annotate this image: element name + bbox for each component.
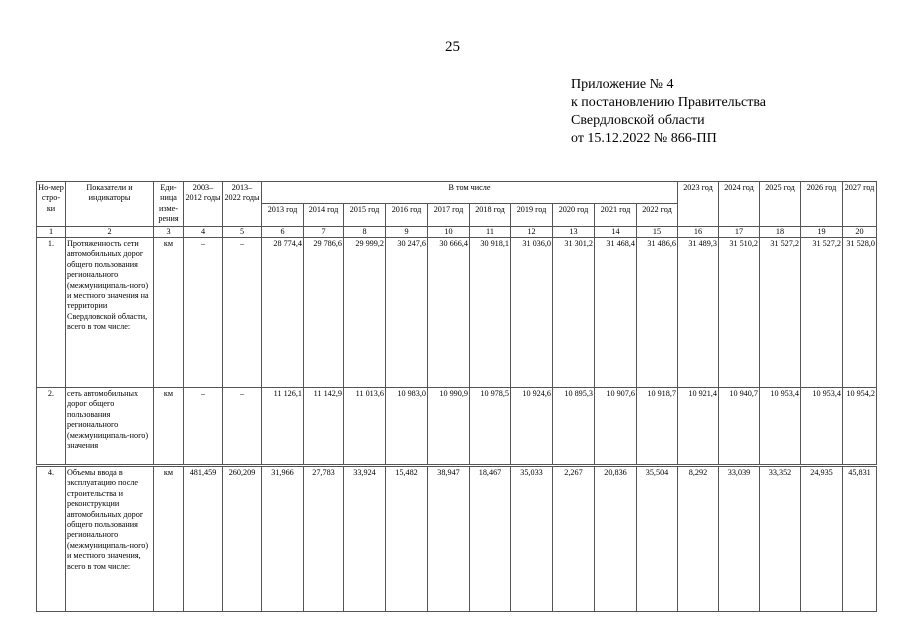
header-year: 2020 год [553, 204, 595, 226]
row-number: 2. [37, 388, 66, 466]
row-value: 10 907,6 [595, 388, 637, 466]
row-value: 10 918,7 [637, 388, 678, 466]
header-row-no: Но-мер стро-ки [37, 182, 66, 227]
row-period-2013-2022: – [223, 238, 262, 388]
row-value: 31 468,4 [595, 238, 637, 388]
column-number: 7 [304, 226, 344, 237]
row-value: 11 013,6 [344, 388, 386, 466]
row-period-2013-2022: 260,209 [223, 466, 262, 612]
column-number: 4 [184, 226, 223, 237]
row-value: 10 953,4 [760, 388, 801, 466]
column-number: 9 [386, 226, 428, 237]
row-value: 29 786,6 [304, 238, 344, 388]
row-value: 24,935 [801, 466, 843, 612]
header-year: 2023 год [678, 182, 719, 227]
header-year: 2018 год [470, 204, 511, 226]
column-number: 12 [511, 226, 553, 237]
row-value: 10 978,5 [470, 388, 511, 466]
header-year: 2019 год [511, 204, 553, 226]
row-value: 31,966 [262, 466, 304, 612]
row-value: 11 142,9 [304, 388, 344, 466]
row-value: 11 126,1 [262, 388, 304, 466]
row-value: 31 486,6 [637, 238, 678, 388]
header-year: 2013 год [262, 204, 304, 226]
indicators-table [36, 181, 877, 612]
column-number: 8 [344, 226, 386, 237]
row-value: 31 527,2 [801, 238, 843, 388]
row-value: 31 527,2 [760, 238, 801, 388]
page-number: 25 [445, 39, 460, 55]
header-year: 2017 год [428, 204, 470, 226]
row-value: 2,267 [553, 466, 595, 612]
appendix-line: к постановлению Правительства [571, 95, 767, 110]
row-unit: км [154, 388, 184, 466]
header-2003-2012: 2003–2012 годы [184, 182, 223, 227]
row-value: 10 983,0 [386, 388, 428, 466]
row-unit: км [154, 238, 184, 388]
header-year: 2024 год [719, 182, 760, 227]
column-number: 18 [760, 226, 801, 237]
header-2013-2022: 2013–2022 годы [223, 182, 262, 227]
row-value: 35,504 [637, 466, 678, 612]
row-indicator: Протяженность сети автомобильных дорог общего пользования регионального (межмуниципаль-ного) и местного значения на территории Свердловской области, всего в том числе: [66, 238, 154, 388]
column-number: 10 [428, 226, 470, 237]
column-number: 2 [66, 226, 154, 237]
header-year: 2015 год [344, 204, 386, 226]
row-value: 30 666,4 [428, 238, 470, 388]
row-value: 31 301,2 [553, 238, 595, 388]
table-row [37, 466, 877, 612]
header-indicators: Показатели и индикаторы [66, 182, 154, 227]
row-value: 31 528,0 [843, 238, 877, 388]
column-number: 6 [262, 226, 304, 237]
header-year: 2025 год [760, 182, 801, 227]
column-number: 3 [154, 226, 184, 237]
row-value: 29 999,2 [344, 238, 386, 388]
header-in-that: В том числе [262, 182, 678, 204]
row-value: 10 895,3 [553, 388, 595, 466]
table-row [37, 238, 877, 388]
row-value: 31 510,2 [719, 238, 760, 388]
row-number: 1. [37, 238, 66, 388]
row-value: 10 924,6 [511, 388, 553, 466]
row-value: 10 921,4 [678, 388, 719, 466]
row-unit: км [154, 466, 184, 612]
row-value: 30 247,6 [386, 238, 428, 388]
row-value: 15,482 [386, 466, 428, 612]
appendix-line: Свердловской области [571, 113, 705, 128]
column-number: 17 [719, 226, 760, 237]
row-value: 18,467 [470, 466, 511, 612]
header-year: 2026 год [801, 182, 843, 227]
column-number: 13 [553, 226, 595, 237]
row-value: 20,836 [595, 466, 637, 612]
row-value: 10 953,4 [801, 388, 843, 466]
column-number: 11 [470, 226, 511, 237]
column-number: 20 [843, 226, 877, 237]
column-number: 5 [223, 226, 262, 237]
column-number: 19 [801, 226, 843, 237]
row-value: 30 918,1 [470, 238, 511, 388]
row-value: 28 774,4 [262, 238, 304, 388]
column-number-row [37, 226, 877, 237]
row-period-2013-2022: – [223, 388, 262, 466]
row-value: 33,924 [344, 466, 386, 612]
row-period-2003-2012: – [184, 238, 223, 388]
row-period-2003-2012: 481,459 [184, 466, 223, 612]
row-value: 33,039 [719, 466, 760, 612]
appendix-header [571, 76, 766, 148]
row-value: 10 940,7 [719, 388, 760, 466]
column-number: 16 [678, 226, 719, 237]
appendix-date: от 15.12.2022 № 866-ПП [571, 131, 717, 146]
header-year: 2021 год [595, 204, 637, 226]
header-year: 2022 год [637, 204, 678, 226]
row-value: 10 990,9 [428, 388, 470, 466]
header-year: 2016 год [386, 204, 428, 226]
row-period-2003-2012: – [184, 388, 223, 466]
column-number: 15 [637, 226, 678, 237]
row-number: 4. [37, 466, 66, 612]
row-value: 38,947 [428, 466, 470, 612]
row-value: 35,033 [511, 466, 553, 612]
column-number: 14 [595, 226, 637, 237]
header-year: 2014 год [304, 204, 344, 226]
table-row [37, 388, 877, 466]
row-value: 45,831 [843, 466, 877, 612]
row-value: 8,292 [678, 466, 719, 612]
row-indicator: Объемы ввода в эксплуатацию после строительства и реконструкции автомобильных дорог общего пользования регионального (межмуниципаль-ного) и местного значения, всего в том числе: [66, 466, 154, 612]
appendix-title: Приложение № 4 [571, 77, 674, 92]
header-year: 2027 год [843, 182, 877, 227]
row-indicator: сеть автомобильных дорог общего пользования регионального (межмуниципаль-ного) значения [66, 388, 154, 466]
row-value: 10 954,2 [843, 388, 877, 466]
header-unit: Еди-ница изме-рения [154, 182, 184, 227]
column-number: 1 [37, 226, 66, 237]
row-value: 31 036,0 [511, 238, 553, 388]
row-value: 33,352 [760, 466, 801, 612]
row-value: 31 489,3 [678, 238, 719, 388]
row-value: 27,783 [304, 466, 344, 612]
